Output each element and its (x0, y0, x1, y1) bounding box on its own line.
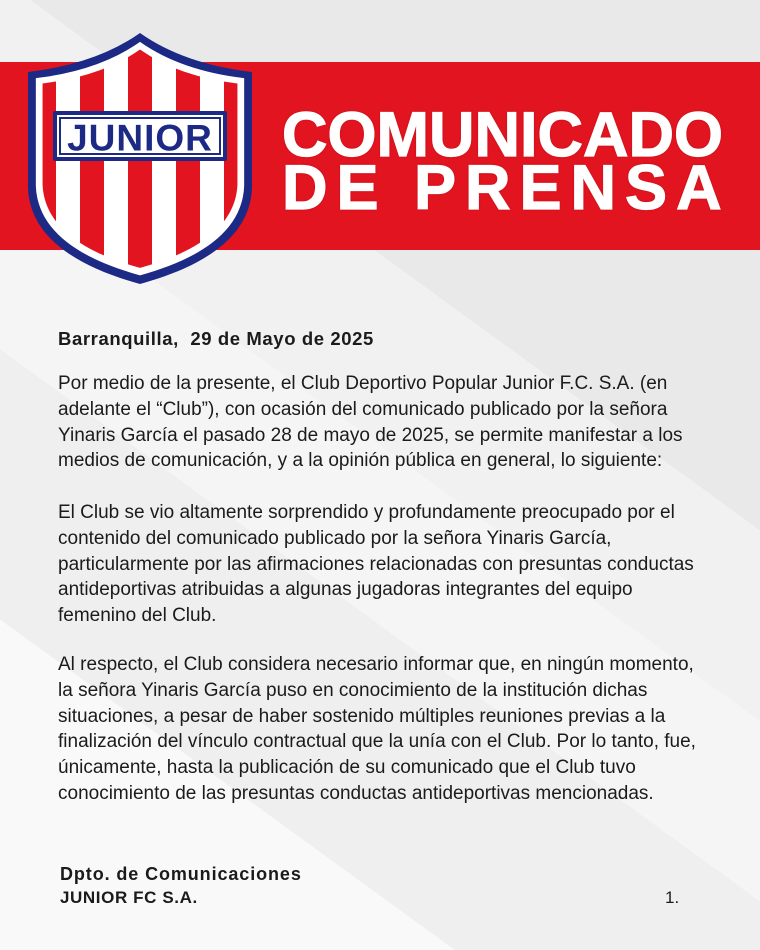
crest-name-plate (53, 111, 227, 161)
paragraph-line: Yinaris García el pasado 28 de mayo de 2025, se permite manifestar a los (58, 424, 683, 446)
paragraph-line: medios de comunicación, y a la opinión pública en general, lo siguiente: (58, 450, 663, 472)
date-line: Barranquilla, 29 de Mayo de 2025 (58, 328, 374, 349)
paragraph-3 (58, 652, 696, 807)
paragraph-line: El Club se vio altamente sorprendido y profundamente preocupado por el (58, 502, 675, 523)
paragraph-line: femenino del Club. (58, 605, 217, 627)
organization-name: JUNIOR FC S.A. (60, 888, 198, 907)
paragraph-line: conocimiento de las presuntas conductas antideportivas mencionadas. (58, 782, 654, 804)
paragraph-line: finalización del vínculo contractual que la unía con el Club. Por lo tanto, fue, (58, 731, 696, 753)
paragraph-2 (58, 500, 694, 629)
page-number: 1. (665, 888, 680, 907)
paragraph-1 (58, 371, 683, 474)
paragraph-line: situaciones, a pesar de haber sostenido múltiples reuniones previas a la (58, 705, 666, 727)
crest-name-text: JUNIOR (67, 117, 213, 159)
paragraph-line: Al respecto, el Club considera necesario informar que, en ningún momento, (58, 654, 694, 675)
junior-crest-logo (0, 0, 300, 300)
title-line-1: COMUNICADO (282, 100, 723, 170)
paragraph-line: la señora Yinaris García puso en conocimiento de la institución dichas (58, 679, 648, 701)
paragraph-line: únicamente, hasta la publicación de su comunicado que el Club tuvo (58, 757, 636, 779)
title-line-2: DE PRENSA (282, 153, 731, 223)
paragraph-line: contenido del comunicado publicado por la señora Yinaris García, (58, 527, 612, 549)
paragraph-line: particularmente por las afirmaciones relacionadas con presuntas conductas (58, 553, 694, 575)
paragraph-line: antideportivas atribuidas a algunas jugadoras integrantes del equipo (58, 579, 633, 601)
paragraph-line: adelante el “Club”), con ocasión del comunicado publicado por la señora (58, 398, 668, 420)
paragraph-line: Por medio de la presente, el Club Deportivo Popular Junior F.C. S.A. (en (58, 373, 668, 394)
department-name: Dpto. de Comunicaciones (60, 864, 302, 884)
page-title (282, 100, 731, 223)
